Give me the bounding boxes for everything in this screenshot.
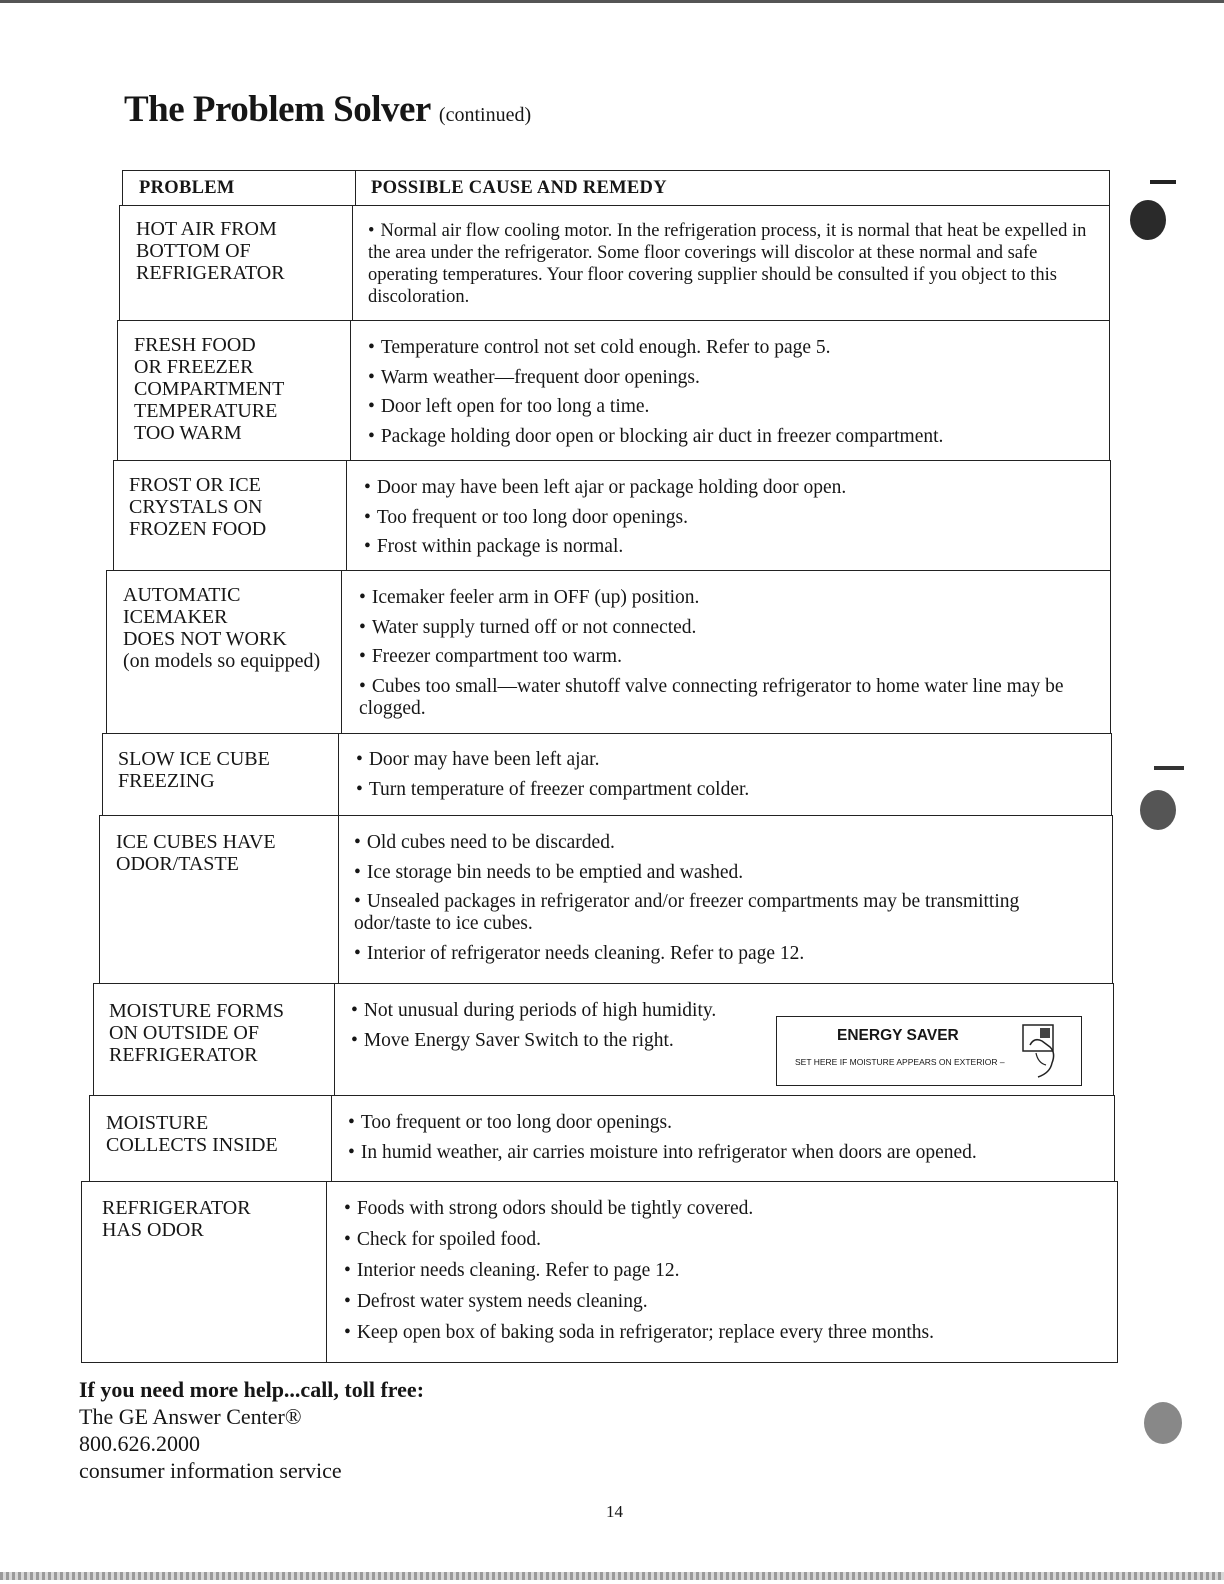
problem-text: HOT AIR FROM BOTTOM OF REFRIGERATOR (136, 218, 285, 284)
table-row (113, 460, 1111, 571)
switch-finger-icon (1020, 1023, 1060, 1079)
column-divider (338, 816, 339, 983)
column-divider (338, 734, 339, 815)
scan-mark (1154, 766, 1184, 770)
energy-saver-switch-illustration (776, 1016, 1082, 1086)
remedy-item: • Too frequent or too long door openings. (364, 507, 1084, 529)
footer-answer-center: The GE Answer Center® (79, 1404, 302, 1429)
problem-cell (102, 1197, 322, 1241)
header-problem: PROBLEM (139, 178, 235, 198)
problem-text: FROST OR ICE CRYSTALS ON FROZEN FOOD (129, 474, 267, 540)
remedy-cell (348, 1112, 1088, 1171)
remedy-item: • Old cubes need to be discarded. (354, 832, 1089, 854)
problem-text: REFRIGERATOR HAS ODOR (102, 1197, 251, 1241)
remedy-item: • Turn temperature of freezer compartment colder. (356, 779, 1076, 801)
problem-cell (134, 334, 344, 444)
problem-text: FRESH FOOD OR FREEZER COMPARTMENT TEMPERATURE TOO WARM (134, 334, 285, 444)
remedy-cell (344, 1198, 1084, 1353)
title-suffix: (continued) (438, 104, 532, 126)
remedy-cell (351, 1000, 771, 1059)
column-divider (341, 571, 342, 733)
problem-text: ICE CUBES HAVE ODOR/TASTE (116, 831, 276, 875)
remedy-item: • Keep open box of baking soda in refrigerator; replace every three months. (344, 1322, 1084, 1344)
remedy-item: • Move Energy Saver Switch to the right. (351, 1030, 771, 1052)
remedy-cell (356, 749, 1076, 808)
remedy-item: • Frost within package is normal. (364, 536, 1084, 558)
footer-service-line: consumer information service (79, 1458, 342, 1483)
remedy-cell (359, 587, 1079, 727)
table-row (81, 1181, 1118, 1363)
remedy-cell (368, 220, 1088, 316)
remedy-item: • Door left open for too long a time. (368, 396, 1088, 418)
energy-saver-subtitle-text: SET HERE IF MOISTURE APPEARS ON EXTERIOR (795, 1057, 998, 1067)
column-divider (350, 321, 351, 460)
remedy-cell (364, 477, 1084, 566)
binder-hole-mark (1130, 200, 1166, 240)
column-divider (331, 1096, 332, 1181)
column-divider (346, 461, 347, 570)
scan-edge-bottom (0, 1572, 1224, 1580)
remedy-item: • Cubes too small—water shutoff valve connecting refrigerator to home water line may be clogged. (359, 676, 1079, 720)
header-remedy: POSSIBLE CAUSE AND REMEDY (371, 178, 667, 198)
scan-mark (1150, 180, 1176, 184)
remedy-cell (354, 832, 1089, 972)
remedy-item: • Temperature control not set cold enough. Refer to page 5. (368, 337, 1088, 359)
problem-cell (123, 584, 338, 672)
problem-cell (106, 1112, 326, 1156)
problem-text: MOISTURE FORMS ON OUTSIDE OF REFRIGERATOR (109, 1000, 285, 1066)
table-row (119, 205, 1110, 321)
energy-saver-title: ENERGY SAVER (837, 1027, 959, 1044)
footer-phone-number: 800.626.2000 (79, 1431, 200, 1456)
remedy-item: • In humid weather, air carries moisture into refrigerator when doors are opened. (348, 1142, 1088, 1164)
remedy-item: • Door may have been left ajar. (356, 749, 1076, 771)
remedy-item: • Too frequent or too long door openings. (348, 1112, 1088, 1134)
problem-cell (118, 748, 333, 792)
remedy-item: • Defrost water system needs cleaning. (344, 1291, 1084, 1313)
remedy-item: • Ice storage bin needs to be emptied and washed. (354, 862, 1089, 884)
table-header (122, 170, 1110, 206)
column-divider (355, 171, 356, 205)
table-row (99, 815, 1113, 984)
page-number: 14 (606, 1502, 623, 1521)
remedy-item: • Interior of refrigerator needs cleaning. Refer to page 12. (354, 943, 1089, 965)
table-row (102, 733, 1112, 816)
problem-text: SLOW ICE CUBE FREEZING (118, 748, 270, 792)
column-divider (352, 206, 353, 320)
binder-hole-mark (1140, 790, 1176, 830)
problem-cell (129, 474, 339, 540)
table-row (117, 320, 1110, 461)
column-divider (334, 984, 335, 1095)
remedy-item: • Unsealed packages in refrigerator and/or freezer compartments may be transmitting odor/taste to ice cubes. (354, 891, 1089, 935)
table-row (89, 1095, 1115, 1182)
remedy-item: • Not unusual during periods of high humidity. (351, 1000, 771, 1022)
help-footer (79, 1376, 424, 1484)
problem-text: MOISTURE COLLECTS INSIDE (106, 1112, 278, 1156)
table-row (106, 570, 1111, 734)
page-title (124, 88, 531, 131)
energy-saver-subtitle: SET HERE IF MOISTURE APPEARS ON EXTERIOR – (795, 1057, 1005, 1067)
problem-text: AUTOMATIC ICEMAKER DOES NOT WORK (on models so equipped) (123, 584, 321, 672)
footer-help-line: If you need more help...call, toll free: (79, 1377, 425, 1402)
remedy-item: • Interior needs cleaning. Refer to page 12. (344, 1260, 1084, 1282)
remedy-item: • Warm weather—frequent door openings. (368, 367, 1088, 389)
scan-edge-top (0, 0, 1224, 3)
remedy-item: • Door may have been left ajar or package holding door open. (364, 477, 1084, 499)
remedy-item: • Package holding door open or blocking air duct in freezer compartment. (368, 426, 1088, 448)
remedy-item: • Check for spoiled food. (344, 1229, 1084, 1251)
problem-cell (136, 218, 346, 284)
remedy-cell (368, 337, 1088, 455)
remedy-item: • Foods with strong odors should be tightly covered. (344, 1198, 1084, 1220)
remedy-item: • Water supply turned off or not connected. (359, 617, 1079, 639)
problem-cell (109, 1000, 329, 1066)
binder-hole-mark (1144, 1402, 1182, 1444)
column-divider (326, 1182, 327, 1362)
remedy-item: • Normal air flow cooling motor. In the refrigeration process, it is normal that heat be expelled in the area under the refrigerator. Some floor coverings will discolor at these normal and safe operating temperatures. Your floor covering supplier should be consulted if you object to this discoloration. (368, 220, 1088, 308)
remedy-item: • Freezer compartment too warm. (359, 646, 1079, 668)
title-text: The Problem Solver (124, 89, 431, 130)
problem-cell (116, 831, 331, 875)
remedy-item: • Icemaker feeler arm in OFF (up) position. (359, 587, 1079, 609)
